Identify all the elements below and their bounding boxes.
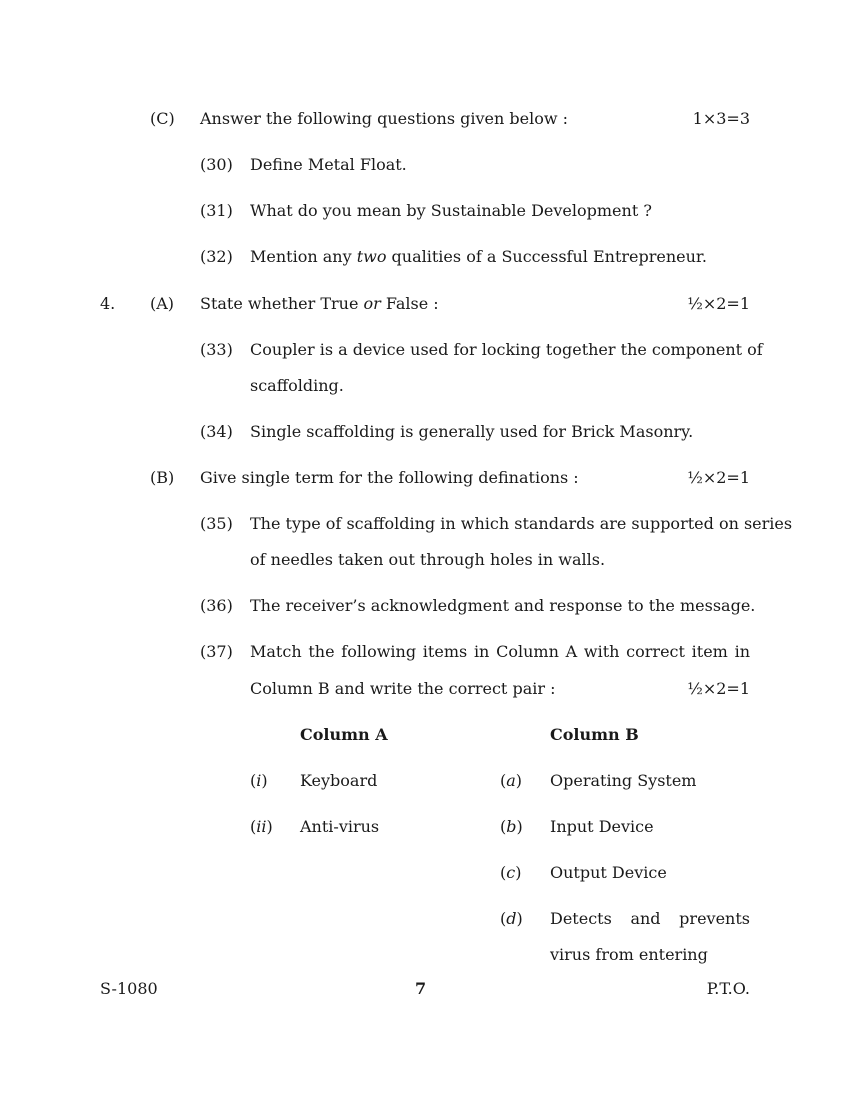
column-b-item: Input Device <box>550 817 654 836</box>
match-marks: ½×2=1 <box>687 679 750 698</box>
column-a-item: Keyboard <box>300 771 378 790</box>
column-a-header: Column A <box>300 725 388 744</box>
column-a-marker: (i) <box>250 771 268 790</box>
emphasis-text: two <box>356 247 387 266</box>
section-c-label: (C) <box>150 109 175 128</box>
question-number: (35) <box>200 514 233 533</box>
section-c-marks: 1×3=3 <box>692 109 750 128</box>
paper-code: S-1080 <box>100 979 158 998</box>
question-text: The type of scaffolding in which standards are supported on series <box>250 514 793 533</box>
question-text-continued: of needles taken out through holes in walls. <box>250 550 606 569</box>
question-text: Mention any two qualities of a Successful Entrepreneur. <box>250 247 707 266</box>
question-number: (33) <box>200 340 233 359</box>
part-b-marks: ½×2=1 <box>687 468 750 487</box>
section-c-instruction: Answer the following questions given below : <box>200 109 569 128</box>
column-b-item: Output Device <box>550 863 667 882</box>
question-number: (32) <box>200 247 233 266</box>
column-a-item: Anti-virus <box>300 817 380 836</box>
question-text: Match the following items in Column A with correct item in <box>250 642 750 661</box>
column-b-marker: (b) <box>500 817 523 836</box>
part-a-instruction: State whether True or False : <box>200 294 439 313</box>
question-text: The receiver’s acknowledgment and response to the message. <box>250 596 756 615</box>
question-4-number: 4. <box>100 294 116 313</box>
question-number: (30) <box>200 155 233 174</box>
question-text: Define Metal Float. <box>250 155 407 174</box>
part-a-marks: ½×2=1 <box>687 294 750 313</box>
pto-label: P.T.O. <box>706 979 750 998</box>
question-text: What do you mean by Sustainable Development ? <box>250 201 652 220</box>
question-text: Coupler is a device used for locking together the component of <box>250 340 763 359</box>
column-b-marker: (c) <box>500 863 522 882</box>
question-text: Single scaffolding is generally used for Brick Masonry. <box>250 422 694 441</box>
question-number: (34) <box>200 422 233 441</box>
emphasis-text: or <box>363 294 381 313</box>
part-b-label: (B) <box>150 468 175 487</box>
part-a-label: (A) <box>150 294 175 313</box>
question-text-continued: Column B and write the correct pair : <box>250 679 556 698</box>
column-a-marker: (ii) <box>250 817 273 836</box>
column-b-marker: (a) <box>500 771 523 790</box>
column-b-item: Detects and prevents <box>550 909 750 928</box>
question-text-continued: scaffolding. <box>250 376 344 395</box>
column-b-header: Column B <box>550 725 639 744</box>
column-b-marker: (d) <box>500 909 523 928</box>
page-number: 7 <box>415 979 427 998</box>
column-b-item: Operating System <box>550 771 697 790</box>
column-b-item-continued: virus from entering <box>550 945 708 964</box>
question-number: (36) <box>200 596 233 615</box>
part-b-instruction: Give single term for the following definations : <box>200 468 579 487</box>
question-number: (31) <box>200 201 233 220</box>
question-number: (37) <box>200 642 233 661</box>
